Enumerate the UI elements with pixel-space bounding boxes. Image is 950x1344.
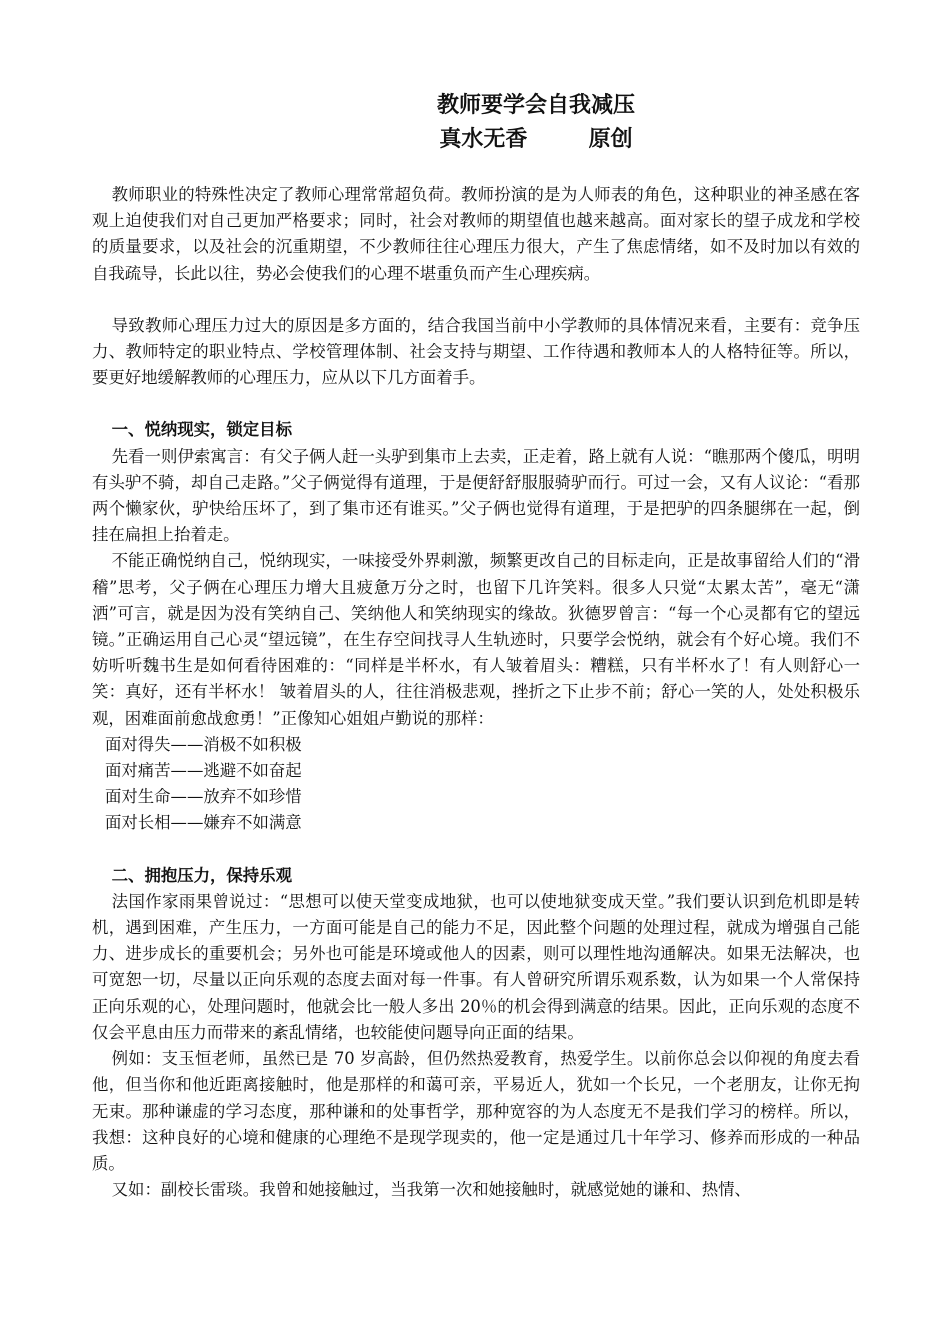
paragraph-gap: [92, 391, 860, 417]
section-2-paragraph-3: 又如：副校长雷琰。我曾和她接触过，当我第一次和她接触时，就感觉她的谦和、热情、: [111, 1180, 751, 1200]
section-1-paragraph-1: 先看一则伊索寓言：有父子俩人赶一头驴到集市上去卖，正走着，路上就有人说：“瞧那两个傻瓜，明明有头驴不骑，却自己走路。”父子俩觉得有道理，于是便舒舒服服骑驴而行。可过一会，又有人议论：“看那两个懒家伙，驴快给压坏了，到了集市还有谁买。”父子俩也觉得有道理，于是把驴的四条腿绑在一起，倒挂在扁担上抬着走。: [92, 446, 860, 545]
verse-line: 面对痛苦——逃避不如奋起: [105, 761, 302, 781]
document-page: [92, 88, 860, 1203]
intro-paragraph-1: 教师职业的特殊性决定了教师心理常常超负荷。教师扮演的是为人师表的角色，这种职业的神圣感在客观上迫使我们对自己更加严格要求；同时，社会对教师的期望值也越来越高。面对家长的望子成龙和学校的质量要求，以及社会的沉重期望，不少教师往往心理压力很大，产生了焦虑情绪，如不及时加以有效的自我疏导，长此以往，势必会使我们的心理不堪重负而产生心理疾病。: [92, 185, 860, 283]
verse-line: 面对得失——消极不如积极: [105, 734, 302, 754]
section-1-paragraph-2: 不能正确悦纳自己，悦纳现实，一味接受外界刺激，频繁更改自己的目标走向，正是故事留给人们的“滑稽”思考，父子俩在心理压力增大且疲惫万分之时，也留下几许笑料。很多人只觉“太累太苦”，毫无“潇洒”可言，就是因为没有笑纳自己、笑纳他人和笑纳现实的缘故。狄德罗曾言：“每一个心灵都有它的望远镜。”正确运用自己心灵“望远镜”，在生存空间找寻人生轨迹时，只要学会悦纳，就会有个好心境。我们不妨听听魏书生是如何看待困难的：“同样是半杯水，有人皱着眉头：糟糕，只有半杯水了！有人则舒心一笑：真好，还有半杯水！ 皱着眉头的人，往往消极悲观，挫折之下止步不前；舒心一笑的人，处处积极乐观，困难面前愈战愈勇！”正像知心姐姐卢勤说的那样：: [92, 551, 860, 728]
document-title: 教师要学会自我减压: [436, 92, 635, 118]
verse-line: 面对生命——放弃不如珍惜: [105, 787, 302, 807]
verse-line: 面对长相——嫌弃不如满意: [105, 813, 302, 833]
section-2-paragraph-2: 例如：支玉恒老师，虽然已是 70 岁高龄，但仍然热爱教育，热爱学生。以前你总会以仰视的角度去看他，但当你和他近距离接触时，他是那样的和蔼可亲，平易近人，犹如一个长兄，一个老朋友，让你无拘无束。那种谦虚的学习态度，那种谦和的处事哲学，那种宽容的为人态度无不是我们学习的榜样。所以，我想：这种良好的心境和健康的心理绝不是现学现卖的，他一定是通过几十年学习、修养而形成的一种品质。: [92, 1049, 860, 1173]
intro-paragraph-2: 导致教师心理压力过大的原因是多方面的，结合我国当前中小学教师的具体情况来看，主要有：竞争压力、教师特定的职业特点、学校管理体制、社会支持与期望、工作待遇和教师本人的人格特征等。所以，要更好地缓解教师的心理压力，应从以下几方面着手。: [92, 315, 860, 388]
paragraph-gap: [92, 287, 860, 313]
section-2-heading: 二、拥抱压力，保持乐观: [111, 865, 292, 885]
section-1-heading: 一、悦纳现实，锁定目标: [111, 420, 292, 440]
paragraph-gap: [92, 837, 860, 863]
author-byline: 真水无香 原创: [439, 126, 633, 152]
section-2-paragraph-1: 法国作家雨果曾说过：“思想可以使天堂变成地狱，也可以使地狱变成天堂。”我们要认识到危机即是转机，遇到困难，产生压力，一方面可能是自己的能力不足，因此整个问题的处理过程，就成为增强自己能力、进步成长的重要机会；另外也可能是环境或他人的因素，则可以理性地沟通解决。如果无法解决，也可宽恕一切，尽量以正向乐观的态度去面对每一件事。有人曾研究所谓乐观系数，认为如果一个人常保持正向乐观的心，处理问题时，他就会比一般人多出 20％的机会得到满意的结果。因此，正向乐观的态度不仅会平息由压力而带来的紊乱情绪，也较能使问题导向正面的结果。: [92, 891, 860, 1042]
